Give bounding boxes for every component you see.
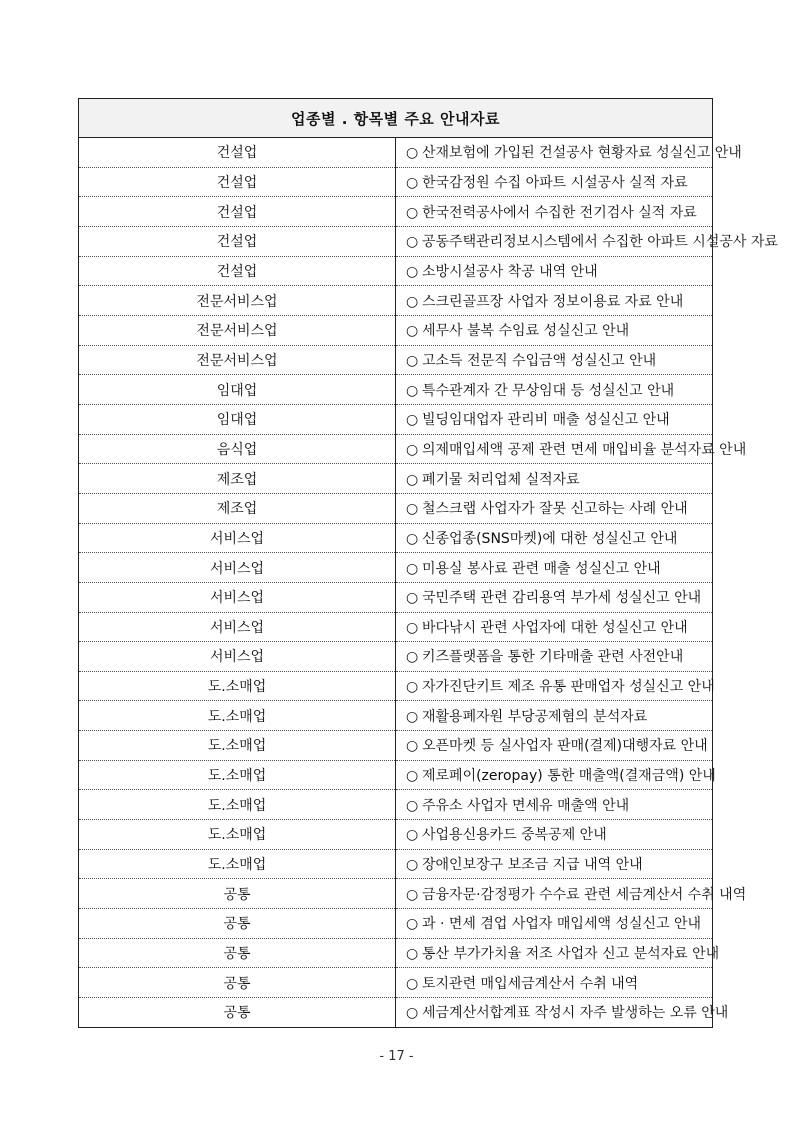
item-text: 스크린골프장 사업자 정보이용료 자료 안내	[422, 293, 684, 310]
circle-bullet-icon: ○	[406, 679, 419, 696]
circle-bullet-icon: ○	[406, 174, 419, 191]
item-cell	[396, 345, 713, 375]
circle-bullet-icon: ○	[406, 590, 419, 607]
item-text: 고소득 전문직 수입금액 성실신고 안내	[422, 352, 657, 369]
circle-bullet-icon: ○	[406, 530, 419, 547]
item-text: 토지관련 매입세금계산서 수취 내역	[422, 975, 639, 992]
table-row	[79, 493, 713, 523]
table-row	[79, 375, 713, 405]
circle-bullet-icon: ○	[406, 975, 419, 992]
item-text: 통산 부가가치율 저조 사업자 신고 분석자료 안내	[422, 946, 720, 963]
category-cell: 서비스업	[79, 642, 396, 672]
category-cell: 도.소매업	[79, 701, 396, 731]
circle-bullet-icon: ○	[406, 619, 419, 636]
table-row	[79, 820, 713, 850]
circle-bullet-icon: ○	[406, 441, 419, 458]
table-row	[79, 404, 713, 434]
page-number: - 17 -	[379, 1049, 414, 1064]
item-cell	[396, 938, 720, 968]
item-text: 소방시설공사 착공 내역 안내	[422, 263, 598, 280]
item-cell	[396, 523, 713, 553]
category-cell: 공통	[79, 998, 396, 1028]
table-row	[79, 879, 713, 909]
category-cell: 도.소매업	[79, 790, 396, 820]
item-cell	[396, 612, 713, 642]
category-cell: 임대업	[79, 404, 396, 434]
guide-table	[78, 98, 778, 1028]
circle-bullet-icon: ○	[406, 708, 419, 725]
category-cell: 전문서비스업	[79, 345, 396, 375]
circle-bullet-icon: ○	[406, 946, 419, 963]
item-cell	[396, 731, 713, 761]
item-text: 키즈플랫폼을 통한 기타매출 관련 사전안내	[422, 649, 684, 666]
item-text: 빌딩임대업자 관리비 매출 성실신고 안내	[422, 412, 670, 429]
circle-bullet-icon: ○	[406, 797, 419, 814]
category-cell: 건설업	[79, 167, 396, 197]
circle-bullet-icon: ○	[406, 145, 419, 162]
item-text: 세금계산서합계표 작성시 자주 발생하는 오류 안내	[422, 1005, 729, 1022]
item-cell	[396, 226, 778, 256]
table-row	[79, 671, 713, 701]
category-cell: 서비스업	[79, 612, 396, 642]
table-row	[79, 434, 713, 464]
table-row	[79, 938, 713, 968]
table-row	[79, 167, 713, 197]
item-cell	[396, 849, 713, 879]
item-cell	[396, 671, 713, 701]
item-cell	[396, 553, 713, 583]
category-cell: 공통	[79, 909, 396, 939]
table-row	[79, 790, 713, 820]
item-cell	[396, 760, 716, 790]
category-cell: 제조업	[79, 493, 396, 523]
item-cell	[396, 790, 713, 820]
table-row	[79, 642, 713, 672]
item-cell	[396, 375, 713, 405]
table-row	[79, 315, 713, 345]
category-cell: 서비스업	[79, 553, 396, 583]
item-cell	[396, 582, 713, 612]
table-row	[79, 523, 713, 553]
category-cell: 건설업	[79, 256, 396, 286]
item-text: 산재보험에 가입된 건설공사 현황자료 성실신고 안내	[422, 145, 742, 162]
item-cell	[396, 493, 713, 523]
circle-bullet-icon: ○	[406, 293, 419, 310]
item-text: 세무사 불복 수임료 성실신고 안내	[422, 323, 630, 340]
table-row	[79, 760, 713, 790]
table-row	[79, 256, 713, 286]
circle-bullet-icon: ○	[406, 560, 419, 577]
item-cell	[396, 404, 713, 434]
table-row	[79, 998, 713, 1028]
item-text: 금융자문·감정평가 수수료 관련 세금계산서 수취 내역	[422, 886, 747, 903]
item-text: 특수관계자 간 무상임대 등 성실신고 안내	[422, 382, 675, 399]
category-cell: 서비스업	[79, 523, 396, 553]
item-text: 바다낚시 관련 사업자에 대한 성실신고 안내	[422, 619, 688, 636]
circle-bullet-icon: ○	[406, 916, 419, 933]
item-cell	[396, 701, 713, 731]
item-text: 제로페이(zeropay) 통한 매출액(결재금액) 안내	[422, 768, 716, 785]
circle-bullet-icon: ○	[406, 263, 419, 280]
circle-bullet-icon: ○	[406, 382, 419, 399]
category-cell: 건설업	[79, 226, 396, 256]
category-cell: 공통	[79, 938, 396, 968]
circle-bullet-icon: ○	[406, 827, 419, 844]
item-cell	[396, 998, 729, 1028]
item-text: 국민주택 관련 감리용역 부가세 성실신고 안내	[422, 590, 702, 607]
category-cell: 음식업	[79, 434, 396, 464]
circle-bullet-icon: ○	[406, 886, 419, 903]
category-cell: 서비스업	[79, 582, 396, 612]
category-cell: 전문서비스업	[79, 286, 396, 316]
item-text: 한국전력공사에서 수집한 전기검사 실적 자료	[422, 204, 697, 221]
table-row	[79, 701, 713, 731]
item-text: 과 · 면세 겸업 사업자 매입세액 성실신고 안내	[422, 916, 702, 933]
table-row	[79, 138, 713, 168]
item-text: 주유소 사업자 면세유 매출액 안내	[422, 797, 630, 814]
category-cell: 도.소매업	[79, 760, 396, 790]
circle-bullet-icon: ○	[406, 352, 419, 369]
table-row	[79, 197, 713, 227]
item-cell	[396, 879, 747, 909]
table-row	[79, 849, 713, 879]
circle-bullet-icon: ○	[406, 204, 419, 221]
category-cell: 제조업	[79, 464, 396, 494]
item-text: 철스크랩 사업자가 잘못 신고하는 사례 안내	[422, 501, 688, 518]
category-cell: 공통	[79, 968, 396, 998]
circle-bullet-icon: ○	[406, 412, 419, 429]
circle-bullet-icon: ○	[406, 323, 419, 340]
item-text: 의제매입세액 공제 관련 면세 매입비율 분석자료 안내	[422, 441, 747, 458]
item-text: 신종업종(SNS마켓)에 대한 성실신고 안내	[422, 530, 678, 547]
circle-bullet-icon: ○	[406, 738, 419, 755]
item-cell	[396, 909, 713, 939]
circle-bullet-icon: ○	[406, 649, 419, 666]
circle-bullet-icon: ○	[406, 768, 419, 785]
item-text: 미용실 봉사료 관련 매출 성실신고 안내	[422, 560, 661, 577]
table-row	[79, 612, 713, 642]
item-text: 폐기물 처리업체 실적자료	[422, 471, 580, 488]
circle-bullet-icon: ○	[406, 1005, 419, 1022]
table-row	[79, 968, 713, 998]
category-cell: 공통	[79, 879, 396, 909]
item-cell	[396, 138, 742, 168]
item-text: 자가진단키트 제조 유통 판매업자 성실신고 안내	[422, 679, 715, 696]
category-cell: 건설업	[79, 197, 396, 227]
item-cell	[396, 820, 713, 850]
item-text: 오픈마켓 등 실사업자 판매(결제)대행자료 안내	[422, 738, 708, 755]
circle-bullet-icon: ○	[406, 234, 419, 251]
item-cell	[396, 256, 713, 286]
table-row	[79, 731, 713, 761]
category-cell: 도.소매업	[79, 849, 396, 879]
table-row	[79, 226, 713, 256]
item-cell	[396, 167, 713, 197]
table-row	[79, 286, 713, 316]
category-cell: 도.소매업	[79, 671, 396, 701]
item-cell	[396, 968, 713, 998]
item-cell	[396, 464, 713, 494]
item-cell	[396, 315, 713, 345]
item-text: 사업용신용카드 중복공제 안내	[422, 827, 607, 844]
category-cell: 건설업	[79, 138, 396, 168]
circle-bullet-icon: ○	[406, 857, 419, 874]
circle-bullet-icon: ○	[406, 501, 419, 518]
item-cell	[396, 197, 713, 227]
item-text: 한국감정원 수집 아파트 시설공사 실적 자료	[422, 174, 688, 191]
table-row	[79, 345, 713, 375]
category-cell: 임대업	[79, 375, 396, 405]
table-row	[79, 582, 713, 612]
table-title: 업종별 . 항목별 주요 안내자료	[79, 99, 713, 138]
category-cell: 전문서비스업	[79, 315, 396, 345]
item-text: 공동주택관리정보시스템에서 수집한 아파트 시설공사 자료	[422, 234, 778, 251]
item-cell	[396, 286, 713, 316]
table-row	[79, 553, 713, 583]
table-row	[79, 909, 713, 939]
item-cell	[396, 642, 713, 672]
table-row	[79, 464, 713, 494]
category-cell: 도.소매업	[79, 820, 396, 850]
category-cell: 도.소매업	[79, 731, 396, 761]
item-text: 장애인보장구 보조금 지급 내역 안내	[422, 857, 643, 874]
item-cell	[396, 434, 747, 464]
circle-bullet-icon: ○	[406, 471, 419, 488]
item-text: 재활용폐자원 부당공제혐의 분석자료	[422, 708, 648, 725]
table-body	[79, 138, 778, 1028]
